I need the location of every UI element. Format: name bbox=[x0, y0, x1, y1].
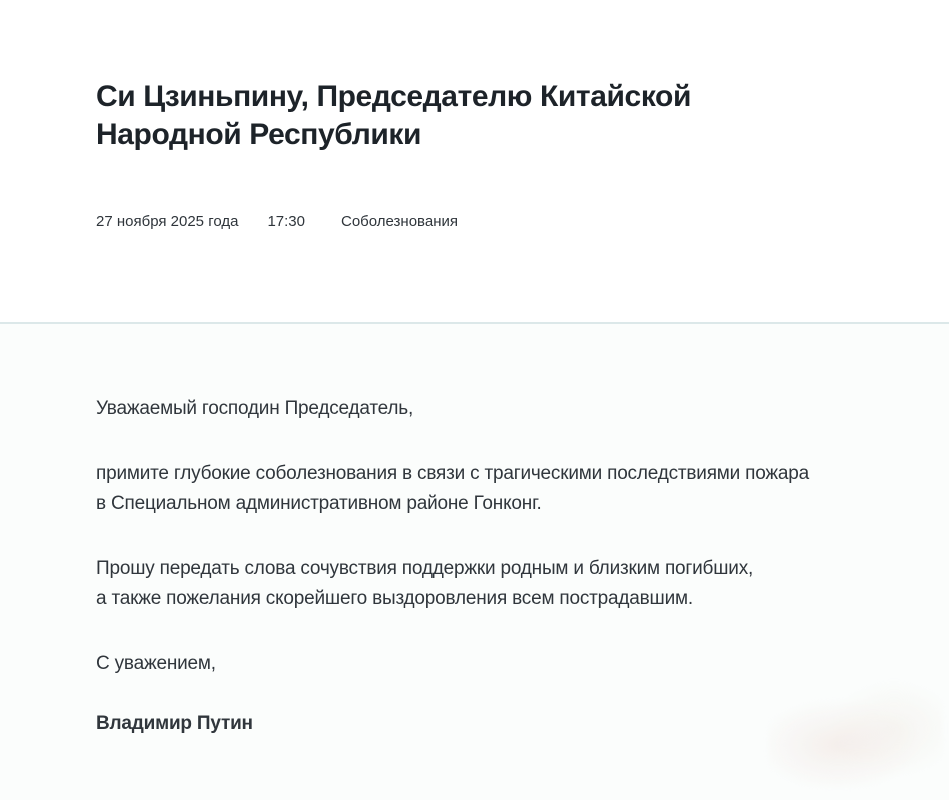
publish-time: 17:30 bbox=[267, 213, 305, 230]
letter-header bbox=[0, 0, 949, 232]
paragraph-sympathy-line-1: Прошу передать слова сочувствия поддержки родным и близким погибших, bbox=[96, 558, 754, 579]
paragraph-condolences-line-2: в Специальном административном районе Гонконг. bbox=[96, 493, 542, 514]
page-title-line-1: Си Цзиньпину, Председателю Китайской bbox=[96, 80, 692, 113]
letter-body bbox=[0, 324, 949, 800]
page-title bbox=[96, 78, 853, 154]
paragraph-sympathy bbox=[96, 554, 853, 614]
signature: Владимир Путин bbox=[96, 713, 253, 734]
paragraph-sympathy-line-2: а также пожелания скорейшего выздоровления всем пострадавшим. bbox=[96, 588, 693, 609]
paragraph-condolences-line-1: примите глубокие соболезнования в связи с трагическими последствиями пожара bbox=[96, 463, 809, 484]
paragraph-condolences bbox=[96, 459, 853, 519]
page-title-line-2: Народной Республики bbox=[96, 118, 422, 151]
closing: С уважением, bbox=[96, 653, 216, 674]
salutation: Уважаемый господин Председатель, bbox=[96, 398, 414, 419]
publish-date: 27 ноября 2025 года bbox=[96, 213, 239, 230]
meta-row bbox=[96, 212, 853, 232]
category-tag[interactable]: Соболезнования bbox=[341, 213, 458, 230]
